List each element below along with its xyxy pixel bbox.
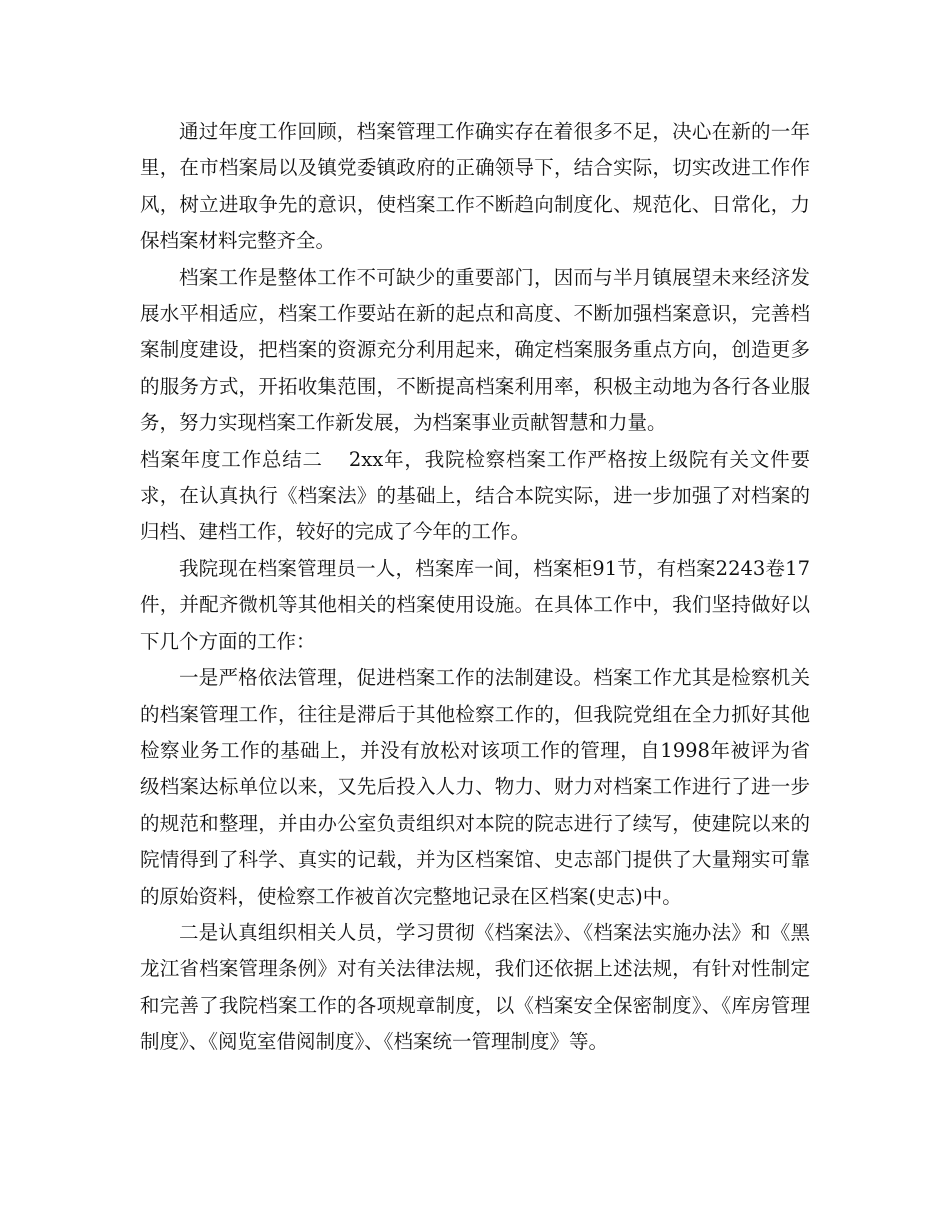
- section-paragraph: [140, 442, 810, 551]
- section-intro: 2xx年，我院检察档案工作严格按上级院有关文件要求，在认真执行《档案法》的基础上，结合本院实际，进一步加强了对档案的归档、建档工作，较好的完成了今年的工作。: [140, 447, 810, 544]
- paragraph-1: 通过年度工作回顾，档案管理工作确实存在着很多不足，决心在新的一年里，在市档案局以及镇党委镇政府的正确领导下，结合实际，切实改进工作作风，树立进取争先的意识，使档案工作不断趋向制度化、规范化、日常化，力保档案材料完整齐全。: [140, 120, 810, 253]
- paragraph-3: 我院现在档案管理员一人，档案库一间，档案柜91节，有档案2243卷17件，并配齐微机等其他相关的档案使用设施。在具体工作中，我们坚持做好以下几个方面的工作：: [140, 556, 810, 653]
- document-body: [140, 114, 810, 1061]
- paragraph-4: 一是严格依法管理，促进档案工作的法制建设。档案工作尤其是检察机关的档案管理工作，往往是滞后于其他检察工作的，但我院党组在全力抓好其他检察业务工作的基础上，并没有放松对该项工作的管理，自1998年被评为省级档案达标单位以来，又先后投入人力、物力、财力对档案工作进行了进一步的规范和整理，并由办公室负责组织对本院的院志进行了续写，使建院以来的院情得到了科学、真实的记载，并为区档案馆、史志部门提供了大量翔实可靠的原始资料，使检察工作被首次完整地记录在区档案(史志)中。: [140, 666, 810, 908]
- paragraph-5: 二是认真组织相关人员，学习贯彻《档案法》、《档案法实施办法》和《黑龙江省档案管理条例》对有关法律法规，我们还依据上述法规，有针对性制定和完善了我院档案工作的各项规章制度，以《档案安全保密制度》、《库房管理制度》、《阅览室借阅制度》、《档案统一管理制度》等。: [140, 920, 810, 1054]
- paragraph-2: 档案工作是整体工作不可缺少的重要部门，因而与半月镇展望未来经济发展水平相适应，档案工作要站在新的起点和高度、不断加强档案意识，完善档案制度建设，把档案的资源充分利用起来，确定档案服务重点方向，创造更多的服务方式，开拓收集范围，不断提高档案利用率，积极主动地为各行各业服务，努力实现档案工作新发展，为档案事业贡献智慧和力量。: [140, 265, 810, 435]
- section-heading: 档案年度工作总结二: [140, 447, 323, 471]
